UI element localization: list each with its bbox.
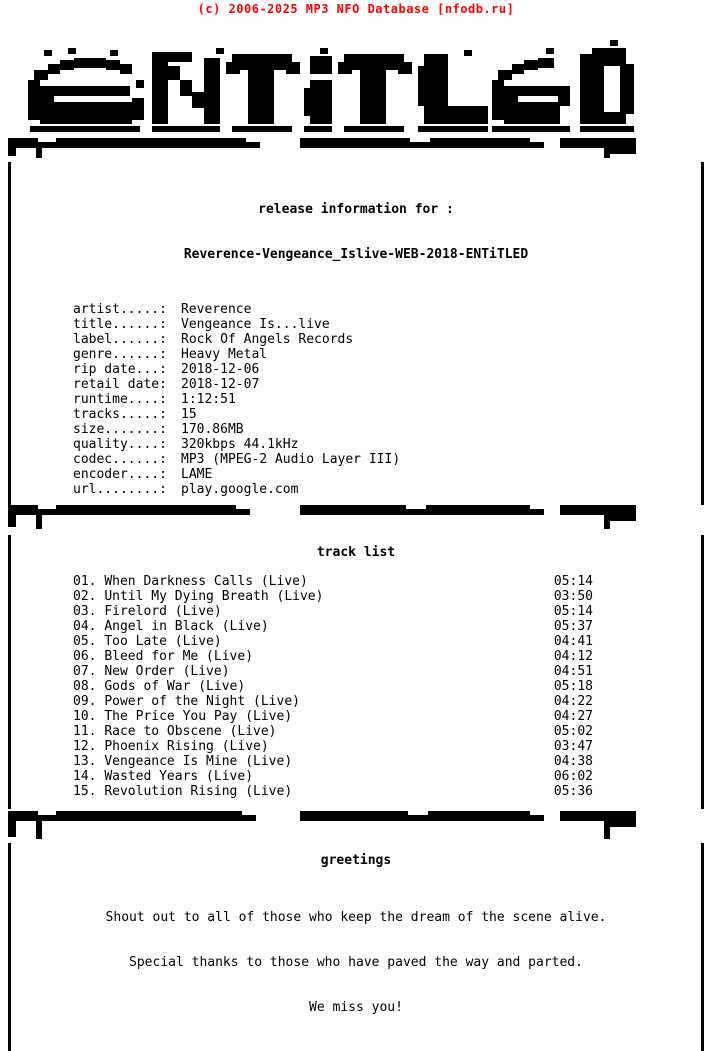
track-duration: 04:41	[553, 634, 593, 649]
track-duration: 03:47	[553, 739, 593, 754]
track-row	[73, 754, 593, 769]
release-info-section	[8, 162, 704, 505]
track-number: 07.	[73, 664, 97, 679]
track-title: Angel in Black (Live)	[104, 619, 269, 634]
field-row	[73, 347, 701, 362]
release-name: Reverence-Vengeance_Islive-WEB-2018-ENTiTLED	[183, 247, 529, 262]
track-row	[73, 724, 593, 739]
release-info-heading	[11, 162, 701, 296]
field-row	[73, 317, 701, 332]
field-label: quality....:	[73, 437, 167, 452]
release-fields	[11, 296, 701, 505]
field-label: genre......:	[73, 347, 167, 362]
track-title: Firelord (Live)	[104, 604, 222, 619]
field-label: runtime....:	[73, 392, 167, 407]
track-duration: 05:36	[553, 784, 593, 799]
field-label: size.......:	[73, 422, 167, 437]
track-duration: 04:38	[553, 754, 593, 769]
field-label: title......:	[73, 317, 167, 332]
track-number: 15.	[73, 784, 97, 799]
track-number: 08.	[73, 679, 97, 694]
greetings-line-2: Special thanks to those who have paved the way and parted.	[129, 955, 583, 970]
field-label: artist.....:	[73, 302, 167, 317]
group-logo	[0, 26, 712, 136]
track-title: Revolution Rising (Live)	[104, 784, 293, 799]
track-row	[73, 739, 593, 754]
track-row	[73, 619, 593, 634]
field-value: Heavy Metal	[181, 347, 268, 362]
track-duration: 06:02	[553, 769, 593, 784]
tracklist-rows	[11, 564, 701, 809]
field-row	[73, 332, 701, 347]
track-number: 01.	[73, 574, 97, 589]
field-value: 2018-12-07	[181, 377, 260, 392]
track-duration: 03:50	[553, 589, 593, 604]
field-row	[73, 482, 701, 497]
entitled-ascii-logo	[0, 26, 712, 136]
track-title: The Price You Pay (Live)	[104, 709, 293, 724]
field-value: 2018-12-06	[181, 362, 260, 377]
track-title: Too Late (Live)	[104, 634, 222, 649]
field-label: encoder....:	[73, 467, 167, 482]
track-duration: 05:02	[553, 724, 593, 739]
divider-tracklist	[0, 505, 712, 531]
field-value: Rock Of Angels Records	[181, 332, 354, 347]
track-number: 14.	[73, 769, 97, 784]
track-row	[73, 574, 593, 589]
track-row	[73, 694, 593, 709]
logo-tagline: hX!	[428, 78, 450, 92]
track-row	[73, 649, 593, 664]
track-row	[73, 784, 593, 799]
field-value: Reverence	[181, 302, 252, 317]
track-title: When Darkness Calls (Live)	[104, 574, 308, 589]
field-row	[73, 377, 701, 392]
track-title: Wasted Years (Live)	[104, 769, 254, 784]
field-row	[73, 467, 701, 482]
field-label: retail date:	[73, 377, 167, 392]
field-label: url........:	[73, 482, 167, 497]
greetings-line-1: Shout out to all of those who keep the dream of the scene alive.	[105, 910, 607, 925]
track-row	[73, 709, 593, 724]
field-row	[73, 407, 701, 422]
track-duration: 04:22	[553, 694, 593, 709]
field-row	[73, 437, 701, 452]
track-title: Vengeance Is Mine (Live)	[104, 754, 293, 769]
greetings-text	[11, 872, 701, 1051]
track-row	[73, 679, 593, 694]
track-title: Power of the Night (Live)	[104, 694, 300, 709]
field-value: LAME	[181, 467, 213, 482]
field-row	[73, 422, 701, 437]
field-row	[73, 302, 701, 317]
track-title: Bleed for Me (Live)	[104, 649, 254, 664]
track-duration: 04:51	[553, 664, 593, 679]
track-duration: 05:18	[553, 679, 593, 694]
tracklist-section	[8, 535, 704, 809]
field-value: 170.86MB	[181, 422, 244, 437]
track-title: Gods of War (Live)	[104, 679, 246, 694]
field-label: codec......:	[73, 452, 167, 467]
track-number: 11.	[73, 724, 97, 739]
track-number: 12.	[73, 739, 97, 754]
release-info-heading-line1: release information for :	[258, 202, 454, 217]
greetings-section	[8, 843, 704, 1051]
track-number: 04.	[73, 619, 97, 634]
track-title: Phoenix Rising (Live)	[104, 739, 269, 754]
copyright-text: (c) 2006-2025 MP3 NFO Database [nfodb.ru]	[197, 2, 515, 16]
greetings-line-3: We miss you!	[309, 1000, 403, 1015]
field-label: tracks.....:	[73, 407, 167, 422]
track-number: 03.	[73, 604, 97, 619]
field-label: rip date...:	[73, 362, 167, 377]
copyright-banner	[0, 0, 712, 18]
track-row	[73, 589, 593, 604]
field-value: 1:12:51	[181, 392, 236, 407]
field-value: 320kbps 44.1kHz	[181, 437, 299, 452]
track-title: Until My Dying Breath (Live)	[104, 589, 324, 604]
field-value: play.google.com	[181, 482, 299, 497]
field-value: 15	[181, 407, 197, 422]
track-number: 09.	[73, 694, 97, 709]
field-row	[73, 452, 701, 467]
track-number: 13.	[73, 754, 97, 769]
field-label: label......:	[73, 332, 167, 347]
track-number: 02.	[73, 589, 97, 604]
greetings-heading: greetings	[320, 853, 392, 868]
track-row	[73, 604, 593, 619]
track-row	[73, 769, 593, 784]
divider-top	[0, 136, 712, 158]
track-row	[73, 664, 593, 679]
track-number: 05.	[73, 634, 97, 649]
track-number: 06.	[73, 649, 97, 664]
field-value: MP3 (MPEG-2 Audio Layer III)	[181, 452, 401, 467]
field-value: Vengeance Is...live	[181, 317, 330, 332]
track-duration: 05:14	[553, 604, 593, 619]
track-duration: 05:14	[553, 574, 593, 589]
track-row	[73, 634, 593, 649]
track-title: Race to Obscene (Live)	[104, 724, 277, 739]
track-duration: 05:37	[553, 619, 593, 634]
field-row	[73, 362, 701, 377]
divider-greetings	[0, 809, 712, 839]
track-duration: 04:27	[553, 709, 593, 724]
track-title: New Order (Live)	[104, 664, 230, 679]
track-number: 10.	[73, 709, 97, 724]
track-duration: 04:12	[553, 649, 593, 664]
tracklist-heading: track list	[316, 545, 396, 560]
field-row	[73, 392, 701, 407]
